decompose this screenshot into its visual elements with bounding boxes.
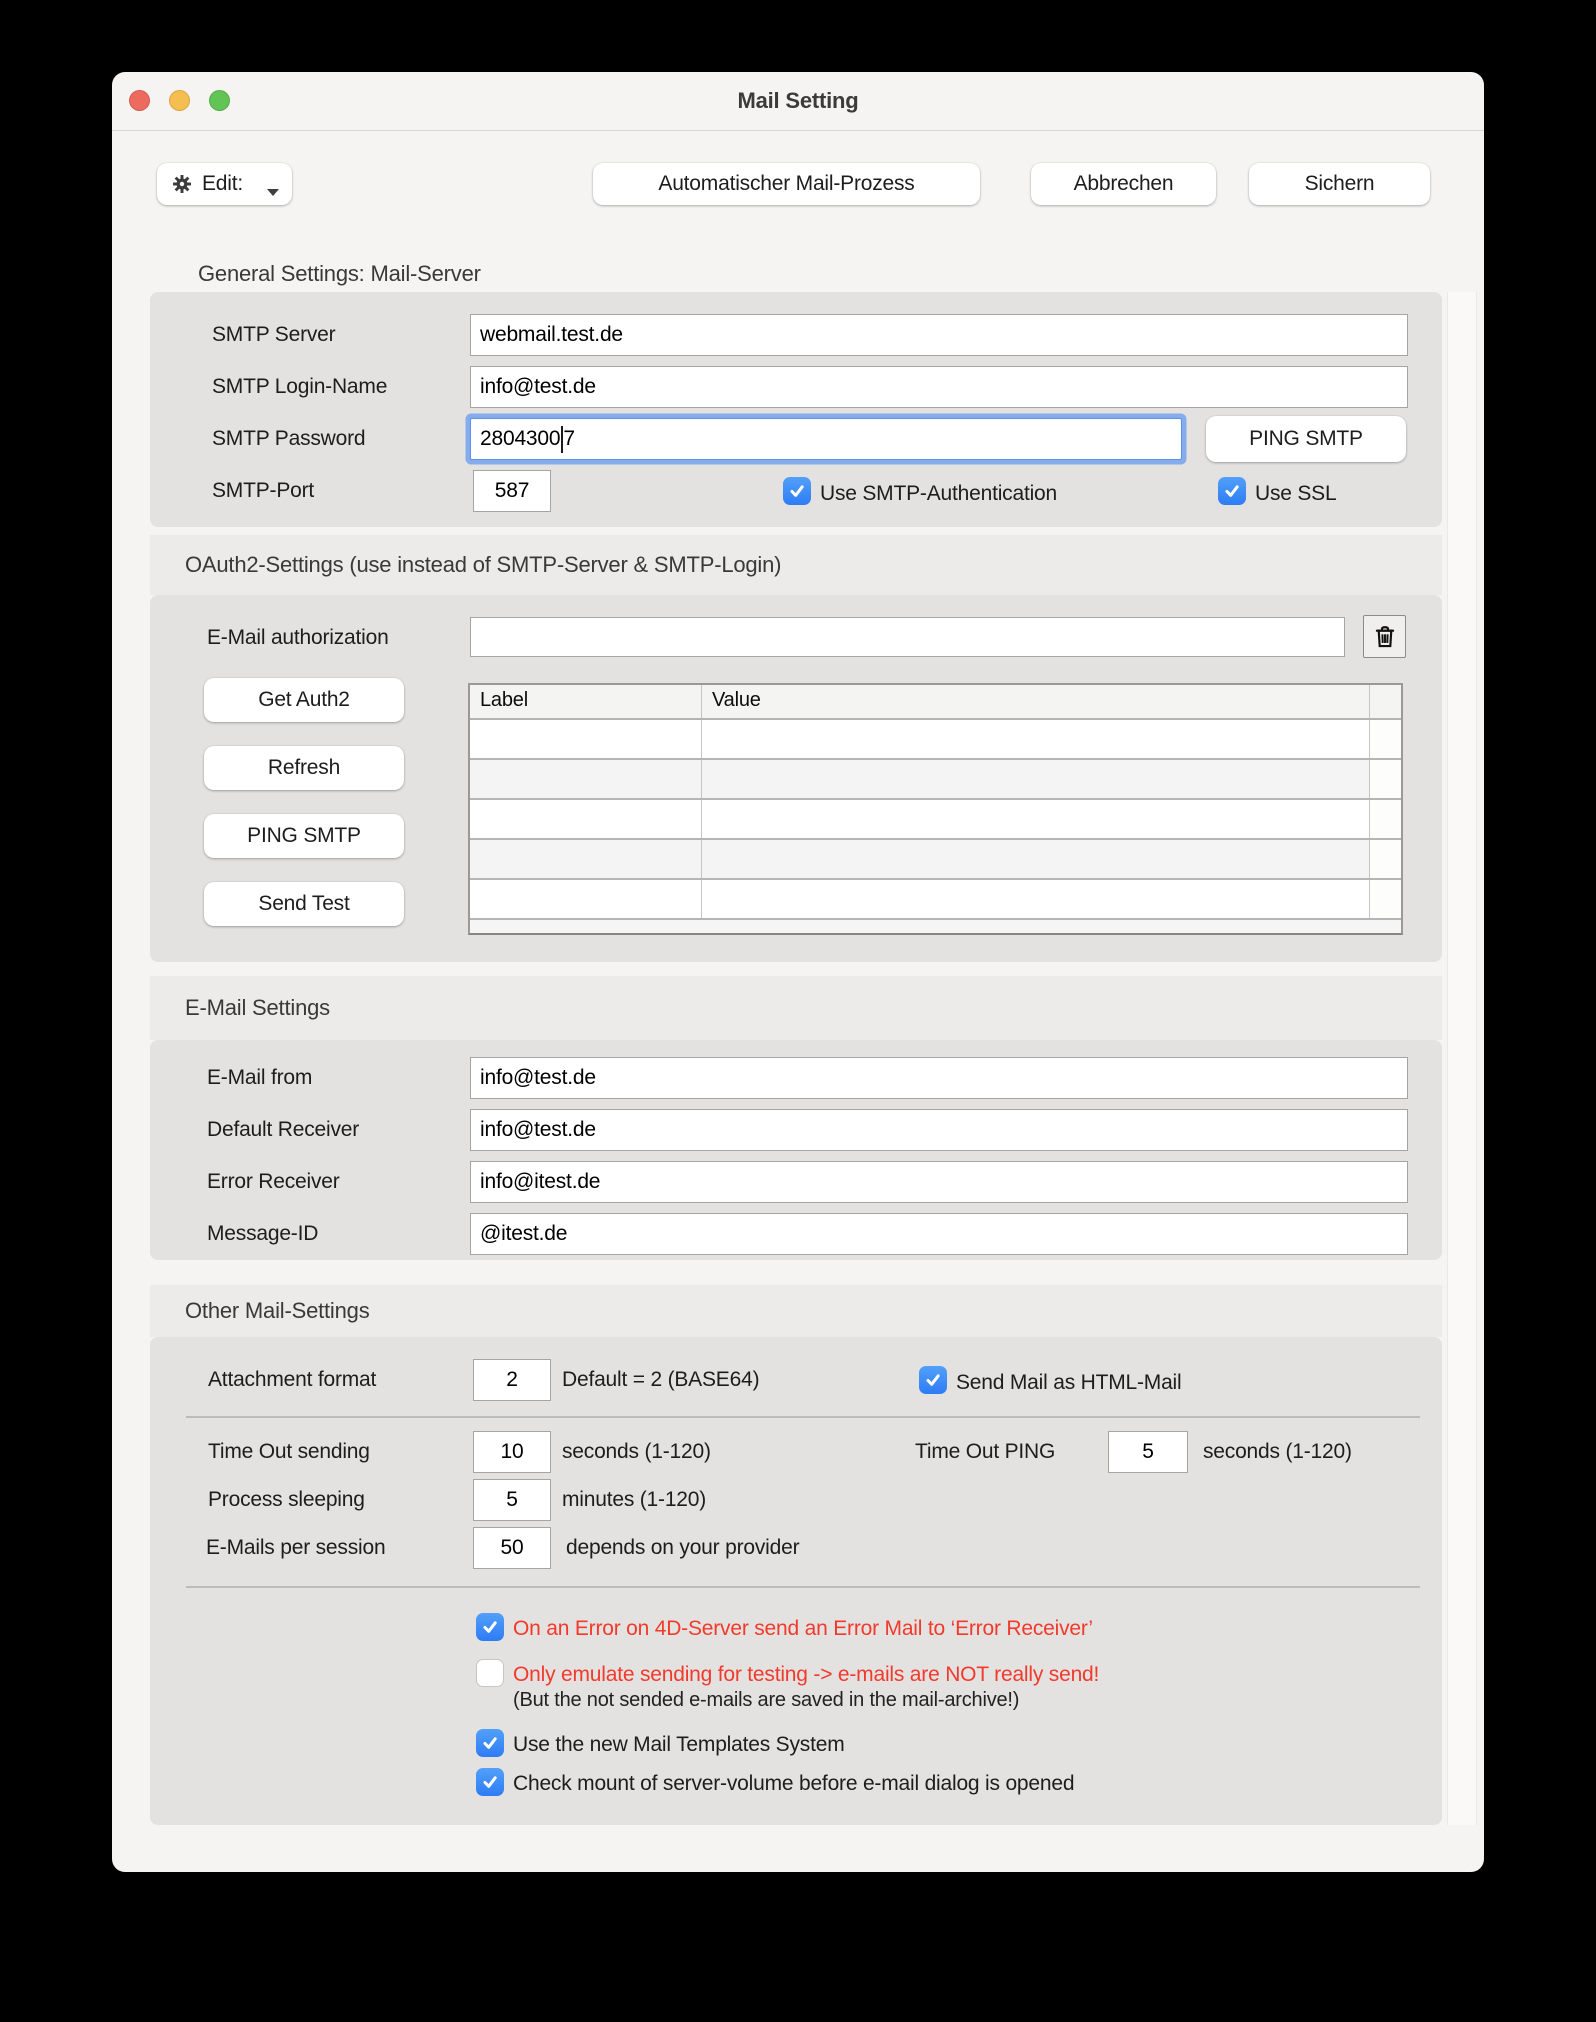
oauth2-table-row[interactable] — [470, 720, 1401, 758]
send-html-mail-label: Send Mail as HTML-Mail — [956, 1371, 1182, 1394]
checkmark-icon — [924, 1371, 942, 1389]
send-html-mail-checkbox[interactable] — [919, 1366, 947, 1394]
oauth2-token-table[interactable] — [468, 683, 1403, 935]
table-cell — [1369, 880, 1401, 918]
oauth2-table-row[interactable] — [470, 838, 1401, 878]
table-cell — [701, 800, 1369, 838]
error-receiver-input[interactable] — [470, 1161, 1408, 1203]
table-header — [470, 685, 1401, 720]
table-cell — [701, 840, 1369, 878]
smtp-password-label: SMTP Password — [212, 427, 366, 450]
emulate-sending-label: Only emulate sending for testing -> e-mails are NOT really send! — [513, 1663, 1100, 1686]
table-cell — [470, 720, 701, 758]
divider — [186, 1416, 1420, 1418]
attachment-format-input[interactable] — [473, 1359, 551, 1401]
smtp-login-input[interactable] — [470, 366, 1408, 408]
emulate-sending-note: (But the not sended e-mails are saved in the mail-archive!) — [513, 1689, 1020, 1711]
use-ssl-checkbox[interactable] — [1218, 477, 1246, 505]
other-settings-heading: Other Mail-Settings — [185, 1298, 370, 1323]
password-text: 7 — [563, 427, 575, 450]
checkmark-icon — [481, 1618, 499, 1636]
get-auth2-button[interactable]: Get Auth2 — [204, 678, 404, 722]
default-receiver-input[interactable] — [470, 1109, 1408, 1151]
table-cell — [701, 720, 1369, 758]
emails-per-session-input[interactable] — [473, 1527, 551, 1569]
message-id-input[interactable] — [470, 1213, 1408, 1255]
chevron-down-icon — [267, 189, 279, 196]
save-button[interactable]: Sichern — [1249, 163, 1430, 205]
attachment-format-label: Attachment format — [208, 1368, 377, 1391]
emulate-sending-checkbox[interactable] — [476, 1659, 504, 1687]
column-header-label[interactable]: Label — [480, 689, 528, 711]
use-smtp-authentication-label: Use SMTP-Authentication — [820, 482, 1058, 505]
title-bar — [112, 72, 1484, 131]
message-id-label: Message-ID — [207, 1222, 319, 1245]
table-cell — [1369, 760, 1401, 798]
send-test-button[interactable]: Send Test — [204, 882, 404, 926]
table-cell — [470, 880, 701, 918]
column-header-value[interactable]: Value — [701, 685, 1369, 718]
email-authorization-input[interactable] — [470, 617, 1345, 657]
delete-authorization-button[interactable] — [1363, 615, 1406, 658]
automatic-mail-process-button[interactable]: Automatischer Mail-Prozess — [593, 163, 980, 205]
oauth2-table-row[interactable] — [470, 878, 1401, 918]
password-text: 2804300 — [480, 427, 561, 450]
scrollbar-gutter — [1447, 292, 1477, 1825]
oauth2-settings-panel — [150, 595, 1442, 962]
oauth2-settings-heading: OAuth2-Settings (use instead of SMTP-Server & SMTP-Login) — [185, 552, 782, 577]
table-cell — [1369, 800, 1401, 838]
refresh-button[interactable]: Refresh — [204, 746, 404, 790]
other-settings-panel — [150, 1337, 1442, 1825]
oauth2-table-row[interactable] — [470, 758, 1401, 798]
oauth2-heading-band — [150, 535, 1442, 595]
general-settings-heading: General Settings: Mail-Server — [198, 261, 481, 286]
email-settings-heading-band — [150, 976, 1442, 1040]
timeout-sending-hint: seconds (1-120) — [562, 1440, 711, 1463]
email-settings-panel — [150, 1040, 1442, 1260]
error-receiver-label: Error Receiver — [207, 1170, 340, 1193]
divider — [186, 1586, 1420, 1588]
table-cell — [1369, 720, 1401, 758]
mail-templates-checkbox[interactable] — [476, 1729, 504, 1757]
check-mount-checkbox[interactable] — [476, 1768, 504, 1796]
error-mail-label: On an Error on 4D-Server send an Error Mail to ‘Error Receiver’ — [513, 1617, 1093, 1640]
email-from-input[interactable] — [470, 1057, 1408, 1099]
email-settings-heading: E-Mail Settings — [185, 995, 330, 1020]
smtp-server-label: SMTP Server — [212, 323, 336, 346]
mail-templates-label: Use the new Mail Templates System — [513, 1733, 845, 1756]
mail-setting-window — [112, 72, 1484, 1872]
checkmark-icon — [1223, 482, 1241, 500]
attachment-format-hint: Default = 2 (BASE64) — [562, 1368, 760, 1391]
check-mount-label: Check mount of server-volume before e-mail dialog is opened — [513, 1772, 1075, 1795]
smtp-server-input[interactable] — [470, 314, 1408, 356]
table-cell — [470, 840, 701, 878]
edit-menu-button[interactable] — [157, 163, 292, 205]
timeout-ping-label: Time Out PING — [915, 1440, 1056, 1463]
checkmark-icon — [788, 482, 806, 500]
timeout-sending-input[interactable] — [473, 1431, 551, 1473]
smtp-password-input[interactable] — [470, 418, 1182, 460]
smtp-port-label: SMTP-Port — [212, 479, 315, 502]
emails-per-session-hint: depends on your provider — [566, 1536, 800, 1559]
window-title: Mail Setting — [737, 88, 859, 113]
cancel-button[interactable]: Abbrechen — [1031, 163, 1216, 205]
email-authorization-label: E-Mail authorization — [207, 626, 389, 649]
timeout-ping-input[interactable] — [1108, 1431, 1188, 1473]
email-from-label: E-Mail from — [207, 1066, 313, 1089]
smtp-login-label: SMTP Login-Name — [212, 375, 388, 398]
default-receiver-label: Default Receiver — [207, 1118, 360, 1141]
gear-icon — [171, 173, 193, 195]
timeout-ping-hint: seconds (1-120) — [1203, 1440, 1352, 1463]
table-cell — [470, 760, 701, 798]
oauth-ping-smtp-button[interactable]: PING SMTP — [204, 814, 404, 858]
ping-smtp-button[interactable]: PING SMTP — [1206, 416, 1406, 462]
process-sleeping-hint: minutes (1-120) — [562, 1488, 707, 1511]
edit-menu-label: Edit: — [202, 172, 244, 195]
timeout-sending-label: Time Out sending — [208, 1440, 370, 1463]
checkmark-icon — [481, 1773, 499, 1791]
table-cell — [701, 760, 1369, 798]
error-mail-checkbox[interactable] — [476, 1613, 504, 1641]
process-sleeping-label: Process sleeping — [208, 1488, 365, 1511]
use-ssl-label: Use SSL — [1255, 482, 1337, 505]
smtp-port-input[interactable] — [473, 470, 551, 512]
general-settings-panel — [150, 292, 1442, 527]
other-settings-heading-band — [150, 1285, 1442, 1337]
use-smtp-authentication-checkbox[interactable] — [783, 477, 811, 505]
trash-icon — [1372, 624, 1398, 650]
column-header-spacer — [1369, 685, 1401, 718]
table-cell — [1369, 840, 1401, 878]
table-filler-area — [470, 918, 1401, 933]
oauth2-table-row[interactable] — [470, 798, 1401, 838]
table-cell — [470, 800, 701, 838]
emails-per-session-label: E-Mails per session — [206, 1536, 386, 1559]
table-cell — [701, 880, 1369, 918]
process-sleeping-input[interactable] — [473, 1479, 551, 1521]
checkmark-icon — [481, 1734, 499, 1752]
